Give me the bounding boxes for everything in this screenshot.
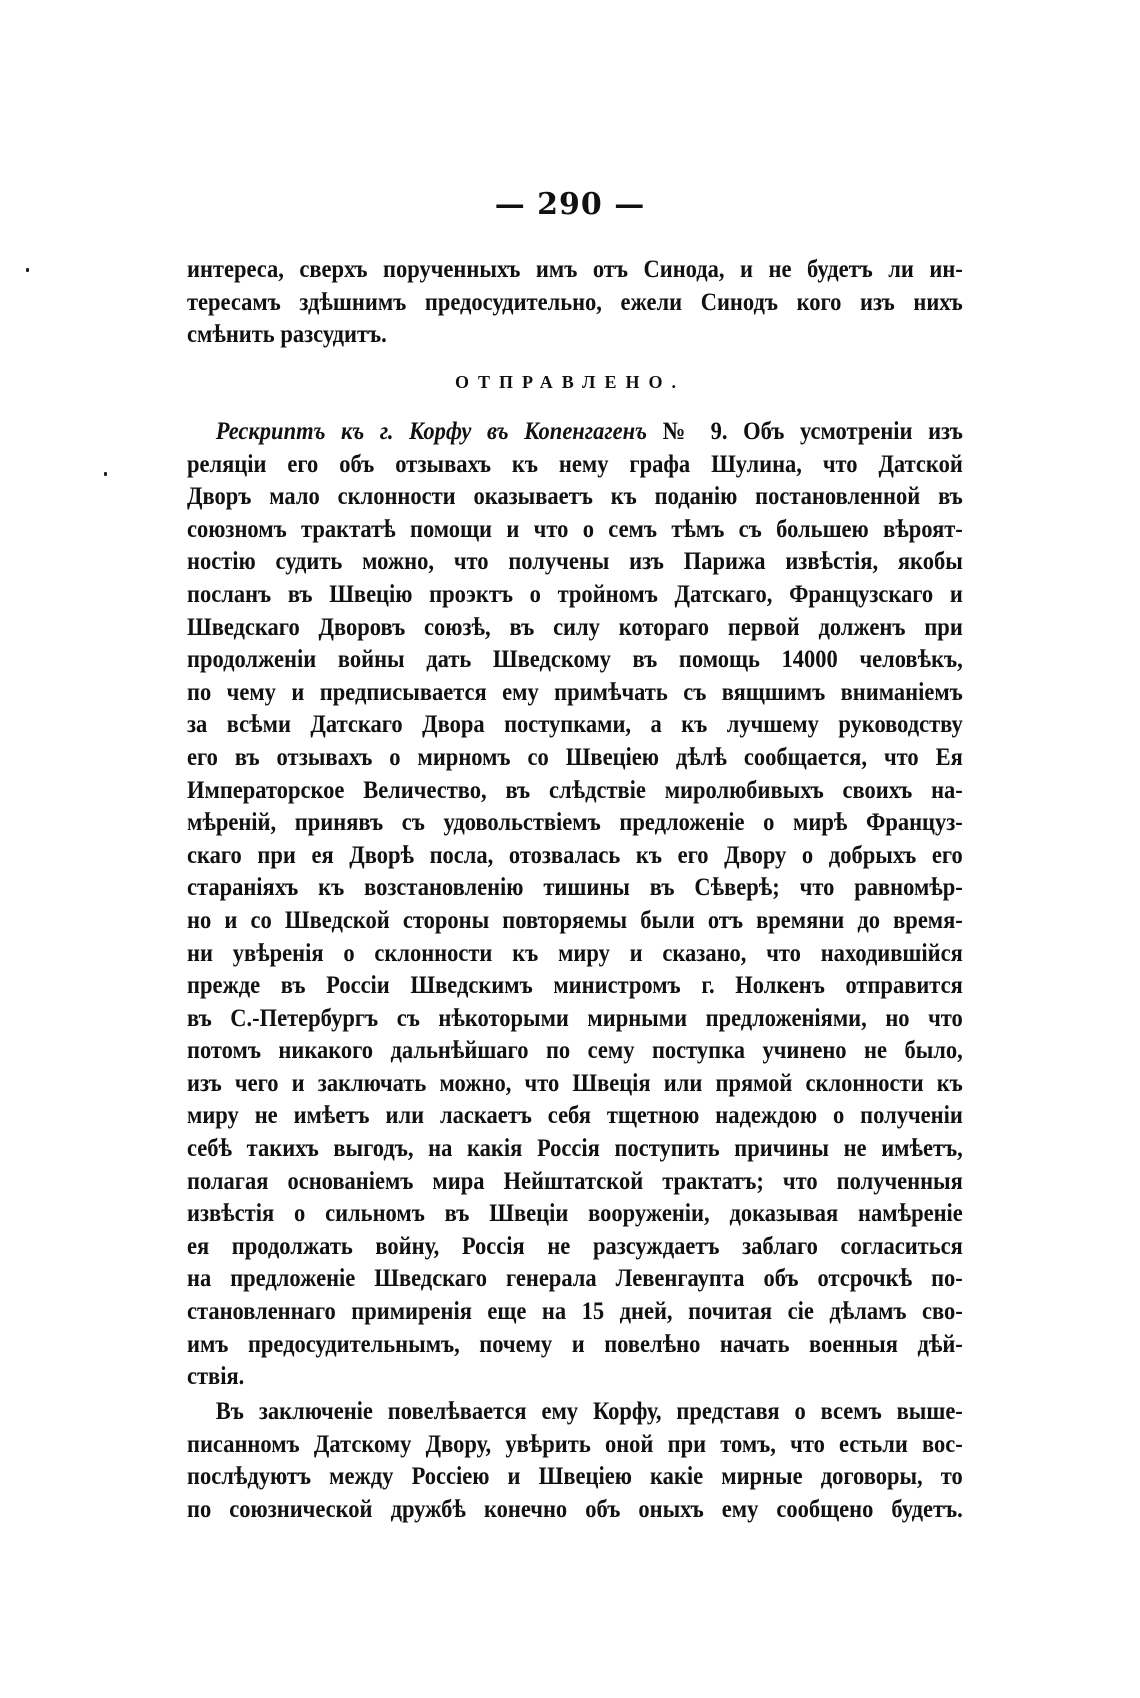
text-line: тересамъ здѣшнимъ предосудительно, ежели Синодъ кого изъ нихъ [187,288,963,316]
rescript-paragraph [187,416,963,1394]
text-line: ностію судить можно, что получены изъ Парижа извѣстія, якобы [187,548,963,576]
page-number: — 290 — [494,187,646,222]
text-line: ни увѣренія о склонности къ миру и сказано, что находившійся [187,939,963,967]
text-line: смѣнить разсудитъ. [187,321,387,349]
rescript-first-line [187,416,963,449]
text-line: по союзнической дружбѣ конечно объ оныхъ ему сообщено будетъ. [187,1495,963,1523]
text-line: потомъ никакого дальнѣйшаго по сему поступка учинено не было, [187,1037,963,1065]
text-line: послѣдуютъ между Россіею и Швеціею какіе мирные договоры, то [187,1463,963,1491]
rescript-number: № 9. [662,418,728,445]
text-line: миру не имѣетъ или ласкаетъ себя тщетною надеждою о полученіи [187,1102,963,1130]
opening-paragraph [187,254,963,352]
text-line: писанномъ Датскому Двору, увѣрить оной при томъ, что естьли вос- [187,1430,963,1458]
text-line: ствія. [187,1363,245,1391]
text-line: скаго при ея Дворѣ посла, отозвалась къ его Двору о добрыхъ его [187,841,963,869]
margin-speck [104,472,107,476]
text-line: его въ отзывахъ о мирномъ со Швеціею дѣлѣ сообщается, что Ея [187,743,963,771]
text-line: интереса, сверхъ порученныхъ имъ отъ Синода, и не будетъ ли ин- [187,256,963,283]
text-line: становленнаго примиренія еще на 15 дней, почитая сіе дѣламъ сво- [187,1298,963,1326]
text-line: на предложеніе Шведскаго генерала Левенгаупта объ отсрочкѣ по- [187,1265,963,1293]
text-line: по чему и предписывается ему примѣчать съ вящшимъ вниманіемъ [187,678,963,706]
text-line: Дворъ мало склонности оказываетъ къ поданію постановленной въ [187,483,963,511]
text-line: прежде въ Россіи Шведскимъ министромъ г. Нолкенъ отправится [187,972,963,1000]
text-line: имъ предосудительнымъ, почему и повелѣно начать военныя дѣй- [187,1330,963,1358]
rescript-first-line-text: Объ усмотреніи изъ [743,418,963,445]
text-line: Въ заключеніе повелѣвается ему Корфу, представя о всемъ выше- [215,1398,963,1425]
section-heading: ОТПРАВЛЕНО. [455,372,685,392]
text-line: союзномъ трактатѣ помощи и что о семъ тѣмъ съ большею вѣроят- [187,515,963,543]
text-line: ея продолжать войну, Россія не разсуждаетъ заблаго согласиться [187,1232,963,1260]
text-line: изъ чего и заключать можно, что Швеція или прямой склонности къ [187,1069,963,1097]
text-line: продолженіи войны дать Шведскому въ помощь 14000 человѣкъ, [187,646,963,674]
text-line: Императорское Величество, въ слѣдствіе миролюбивыхъ своихъ на- [187,776,963,804]
text-line: стараніяхъ къ возстановленію тишины въ Сѣверѣ; что равномѣр- [187,874,963,902]
text-line: Шведскаго Дворовъ союзѣ, въ силу котораго первой долженъ при [187,613,963,641]
text-line: но и со Шведской стороны повторяемы были отъ времяни до время- [187,906,963,934]
text-line: мѣреній, принявъ съ удовольствіемъ предложеніе о мирѣ Француз- [187,809,963,837]
closing-paragraph [187,1396,963,1526]
text-line: въ С.-Петербургъ съ нѣкоторыми мирными предложеніями, но что [187,1004,963,1032]
text-line: извѣстія о сильномъ въ Швеціи вооруженіи, доказывая намѣреніе [187,1200,963,1228]
text-line: посланъ въ Швецію проэктъ о тройномъ Датскаго, Французскаго и [187,580,963,608]
text-line: полагая основаніемъ мира Нейштатской трактатъ; что полученныя [187,1167,963,1195]
margin-speck [26,268,29,272]
text-line: реляціи его объ отзывахъ къ нему графа Шулина, что Датской [187,450,963,478]
text-line: за всѣми Датскаго Двора поступками, а къ лучшему руководству [187,711,963,739]
rescript-reference: Рескриптъ къ г. Корфу въ Копенгагенъ [215,418,647,445]
text-line: себѣ такихъ выгодъ, на какія Россія поступить причины не имѣетъ, [187,1135,963,1163]
